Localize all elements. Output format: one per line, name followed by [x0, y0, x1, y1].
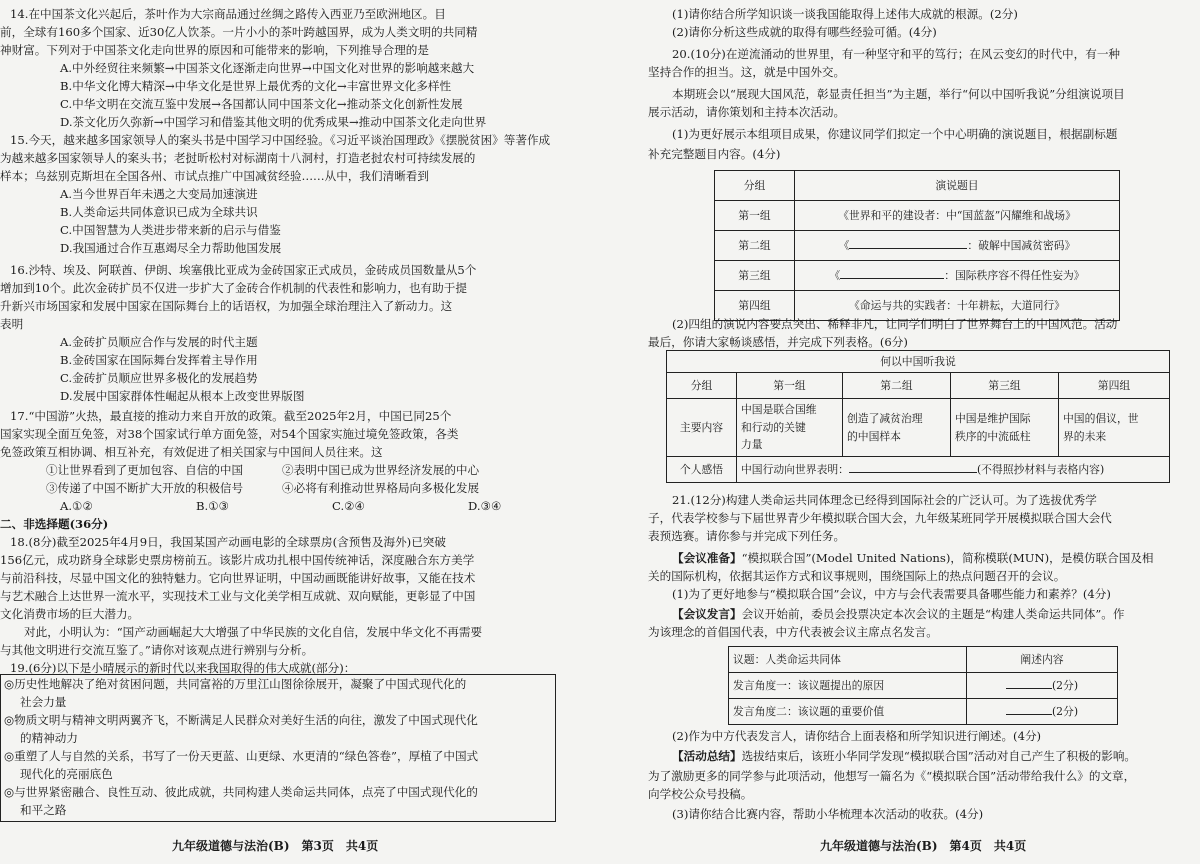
speech-angle-table — [728, 646, 1118, 725]
q18-line-1: 18.(8分)截至2025年4月9日，我国某国产动画电影的全球票房(含预售及海外)已突破 — [10, 535, 446, 549]
q21-summary-line-1: 【活动总结】选拔结束后，该班小华同学发现“模拟联合国”活动对自己产生了积极的影响。 — [672, 749, 1137, 763]
q20-line-6: 补充完整题目内容。(4分) — [648, 147, 781, 161]
q18-line-6: 对此，小明认为：“国产动画崛起大大增强了中华民族的文化自信，发展中华文化不再需要 — [24, 625, 483, 639]
q21-prep-line-1: 【会议准备】“模拟联合国”(Model United Nations)，简称模联(MUN)，是模仿联合国及相 — [672, 551, 1154, 565]
feelings-table — [666, 350, 1170, 483]
q19-box-line-3: ◎物质文明与精神文明两翼齐飞，不断满足人民群众对美好生活的向往，激发了中国式现代化 — [4, 713, 478, 727]
q20-line-3: 本期班会以“展现大国风范，彰显责任担当”为主题，举行“何以中国听我说”分组演说项目 — [672, 87, 1125, 101]
table2-header-3: 第三组 — [951, 373, 1059, 399]
table2-content-3: 中国是维护国际 秩序的中流砥柱 — [951, 399, 1059, 457]
q15-option-c: C.中国智慧为人类进步带来新的启示与借鉴 — [60, 223, 281, 237]
q21-question-1: (1)为了更好地参与“模拟联合国”会议，中方与会代表需要具备哪些能力和素养？(4分) — [672, 587, 1111, 601]
q14-option-c: C.中华文明在交流互鉴中发展→各国都认同中国茶文化→推动茶文化创新性发展 — [60, 97, 463, 111]
q17-choice-c: C.②④ — [332, 499, 365, 513]
q16-option-c: C.金砖扩员顺应世界多极化的发展趋势 — [60, 371, 258, 385]
q21-line-1: 21.(12分)构建人类命运共同体理念已经得到国际社会的广泛认可。为了选拔优秀学 — [672, 493, 1097, 507]
left-page — [0, 6, 600, 864]
q21-question-2: (2)作为中方代表发言人，请你结合上面表格和所学知识进行阐述。(4分) — [672, 729, 1042, 743]
q20-line-2: 坚持合作的担当。这，就是中国外交。 — [648, 65, 846, 79]
q20-line-8: 最后，你请大家畅谈感悟，并完成下列表格。(6分) — [648, 335, 908, 349]
q20-line-7: (2)四组的演说内容要点突出、稀释非凡，让同学们明白了世界舞台上的中国风范。活动 — [672, 317, 1118, 331]
q14-stem-line-3: 神财富。下列对于中国茶文化走向世界的原因和可能带来的影响，下列推导合理的是 — [0, 43, 429, 57]
q15-stem-line-2: 为越来越多国家领导人的案头书；老挝昕松村对标湖南十八洞村，打造老挝农村可持续发展的 — [0, 151, 476, 165]
q19-box-line-5: ◎重塑了人与自然的关系，书写了一份天更蓝、山更绿、水更清的“绿色答卷”，厚植了中国式 — [4, 749, 479, 763]
table2-content-2: 创造了减贫治理 的中国样本 — [843, 399, 951, 457]
section-2-heading: 二、非选择题(36分) — [0, 517, 109, 531]
table1-topic-1: 《世界和平的建设者：中“国蓝盔”闪耀维和战场》 — [795, 201, 1120, 231]
q19-box-line-4: 的精神动力 — [20, 731, 78, 745]
table2-feeling-label: 个人感悟 — [667, 457, 737, 483]
table3-angle-2: 发言角度二：该议题的重要价值 — [729, 699, 967, 725]
q17-choice-b: B.①③ — [196, 499, 229, 513]
left-page-footer: 九年级道德与法治(B) 第3页 共4页 — [172, 839, 379, 853]
q19-intro: 19.(6分)以下是小晴展示的新时代以来我国取得的伟大成就(部分)： — [10, 661, 356, 675]
table3-header-topic: 议题：人类命运共同体 — [729, 647, 967, 673]
q15-option-d: D.我国通过合作互惠竭尽全力帮助他国发展 — [60, 241, 282, 255]
q18-line-3: 与前沿科技，尽显中国文化的独特魅力。它向世界证明，中国动画既能讲好故事，又能在技术 — [0, 571, 476, 585]
q14-option-d: D.茶文化历久弥新→中国学习和借鉴其他文明的优秀成果→推动中国茶文化走向世界 — [60, 115, 487, 129]
right-page — [600, 6, 1200, 864]
q17-choice-d: D.③④ — [468, 499, 502, 513]
table2-header-4: 第四组 — [1059, 373, 1170, 399]
q18-line-2: 156亿元，成功跻身全球影史票房榜前五。该影片成功扎根中国传统神话，深度融合东方美学 — [0, 553, 475, 567]
speech-topics-table — [714, 170, 1120, 321]
table1-topic-2: 《 ：破解中国减贫密码》 — [795, 231, 1120, 261]
q21-line-2: 子，代表学校参与下届世界青少年模拟联合国大会，九年级某班同学开展模拟联合国大会代 — [648, 511, 1112, 525]
q14-stem-line-2: 前，全球有160多个国家、近30亿人饮茶。一片小小的茶叶跨越国界，成为人类文明的共同精 — [0, 25, 478, 39]
table2-header-2: 第二组 — [843, 373, 951, 399]
table1-group-4: 第四组 — [715, 291, 795, 321]
q20-line-4: 展示活动，请你策划和主持本次活动。 — [648, 105, 846, 119]
table2-content-4: 中国的倡议，世 界的未来 — [1059, 399, 1170, 457]
table3-answer-2: (2分) — [967, 699, 1118, 725]
q20-line-1: 20.(10分)在逆流涌动的世界里，有一种坚守和平的笃行；在风云变幻的时代中，有一种 — [672, 47, 1121, 61]
q19-sub-1: (1)请你结合所学知识谈一谈我国能取得上述伟大成就的根源。(2分) — [672, 7, 1018, 21]
right-page-footer: 九年级道德与法治(B) 第4页 共4页 — [820, 839, 1027, 853]
table2-title: 何以中国听我说 — [667, 351, 1170, 373]
table3-answer-1: (2分) — [967, 673, 1118, 699]
q16-stem-line-4: 表明 — [0, 317, 24, 331]
q15-option-a: A.当今世界百年未遇之大变局加速演进 — [60, 187, 258, 201]
q21-line-3: 表预选赛。请你参与并完成下列任务。 — [648, 529, 846, 543]
q17-choice-a: A.①② — [60, 499, 93, 513]
q18-line-4: 与艺术融合上达世界一流水平，实现技术工业与文化美学相互成就、双向赋能，更彰显了中国 — [0, 589, 476, 603]
table2-content-1: 中国是联合国维 和行动的关键 力量 — [737, 399, 843, 457]
q19-box-line-2: 社会力量 — [20, 695, 67, 709]
q21-summary-line-2: 为了激励更多的同学参与此项活动，他想写一篇名为《“模拟联合国”活动带给我什么》的文章， — [648, 769, 1136, 783]
table1-topic-3: 《 ：国际秩序容不得任性妄为》 — [795, 261, 1120, 291]
q17-item-4: ④必将有利推动世界格局向多极化发展 — [282, 481, 480, 495]
q16-option-b: B.金砖国家在国际舞台发挥着主导作用 — [60, 353, 258, 367]
q18-line-5: 文化消费市场的巨大潜力。 — [0, 607, 140, 621]
q21-summary-line-3: 向学校公众号投稿。 — [648, 787, 753, 801]
q17-stem-line-1: 17.“中国游”火热，最直接的推动力来自开放的政策。截至2025年2月，中国已同25个 — [10, 409, 452, 423]
q14-stem-line-1: 14.在中国茶文化兴起后，茶叶作为大宗商品通过丝绸之路传入西亚乃至欧洲地区。目 — [10, 7, 446, 21]
q19-box-line-8: 和平之路 — [20, 803, 67, 817]
table1-topic-4: 《命运与共的实践者：十年耕耘，大道同行》 — [795, 291, 1120, 321]
q17-item-1: ①让世界看到了更加包容、自信的中国 — [46, 463, 244, 477]
table1-header-topic: 演说题目 — [795, 171, 1120, 201]
q17-stem-line-3: 免签政策互相协调、相互补充，有效促进了相关国家与中国间人员往来。这 — [0, 445, 383, 459]
table3-angle-1: 发言角度一：该议题提出的原因 — [729, 673, 967, 699]
q15-stem-line-3: 样本；乌兹别克斯坦在全国各州、市试点推广中国减贫经验……从中，我们清晰看到 — [0, 169, 429, 183]
q21-speech-line-2: 为该理念的首倡国代表，中方代表被会议主席点名发言。 — [648, 625, 938, 639]
table1-group-1: 第一组 — [715, 201, 795, 231]
table2-header-group: 分组 — [667, 373, 737, 399]
q18-line-7: 与其他文明进行交流互鉴了。”请你对该观点进行辨别与分析。 — [0, 643, 314, 657]
q19-box-line-7: ◎与世界紧密融合、良性互动、彼此成就，共同构建人类命运共同体，点亮了中国式现代化的 — [4, 785, 478, 799]
q17-item-3: ③传递了中国不断扩大开放的积极信号 — [46, 481, 244, 495]
q16-stem-line-2: 增加到10个。此次金砖扩员不仅进一步扩大了金砖合作机制的代表性和影响力，也有助于提 — [0, 281, 467, 295]
q20-line-5: (1)为更好展示本组项目成果，你建议同学们拟定一个中心明确的演说题目，根据副标题 — [672, 127, 1118, 141]
table3-header-content: 阐述内容 — [967, 647, 1118, 673]
q17-item-2: ②表明中国已成为世界经济发展的中心 — [282, 463, 480, 477]
q21-prep-line-2: 关的国际机构，依据其运作方式和议事规则，围绕国际上的热点问题召开的会议。 — [648, 569, 1066, 583]
q15-stem-line-1: 15.今天，越来越多国家领导人的案头书是中国学习中国经验。《习近平谈治国理政》《摆脱贫困》等著作成 — [10, 133, 551, 147]
q21-speech-line-1: 【会议发言】会议开始前，委员会投票决定本次会议的主题是“构建人类命运共同体”。作 — [672, 607, 1125, 621]
table2-header-1: 第一组 — [737, 373, 843, 399]
q19-box-line-6: 现代化的亮丽底色 — [20, 767, 113, 781]
q16-option-d: D.发展中国家群体性崛起从根本上改变世界版图 — [60, 389, 305, 403]
q16-option-a: A.金砖扩员顺应合作与发展的时代主题 — [60, 335, 258, 349]
table2-feeling-cell: 中国行动向世界表明： (不得照抄材料与表格内容) — [737, 457, 1170, 483]
table2-content-label: 主要内容 — [667, 399, 737, 457]
q16-stem-line-1: 16.沙特、埃及、阿联酋、伊朗、埃塞俄比亚成为金砖国家正式成员，金砖成员国数量从5个 — [10, 263, 477, 277]
q19-box-line-1: ◎历史性地解决了绝对贫困问题，共同富裕的万里江山图徐徐展开，凝聚了中国式现代化的 — [4, 677, 467, 691]
table1-header-group: 分组 — [715, 171, 795, 201]
q17-stem-line-2: 国家实现全面互免签，对38个国家试行单方面免签，对54个国家实施过境免签政策，各类 — [0, 427, 459, 441]
q19-sub-2: (2)请你分析这些成就的取得有哪些经验可循。(4分) — [672, 25, 937, 39]
q21-question-3: (3)请你结合比赛内容，帮助小华梳理本次活动的收获。(4分) — [672, 807, 984, 821]
q16-stem-line-3: 升新兴市场国家和发展中国家在国际舞台上的话语权，为加强全球治理注入了新动力。这 — [0, 299, 453, 313]
table1-group-3: 第三组 — [715, 261, 795, 291]
table1-group-2: 第二组 — [715, 231, 795, 261]
q15-option-b: B.人类命运共同体意识已成为全球共识 — [60, 205, 258, 219]
q14-option-a: A.中外经贸往来频繁→中国茶文化逐渐走向世界→中国文化对世界的影响越来越大 — [60, 61, 475, 75]
q14-option-b: B.中华文化博大精深→中华文化是世界上最优秀的文化→丰富世界文化多样性 — [60, 79, 452, 93]
